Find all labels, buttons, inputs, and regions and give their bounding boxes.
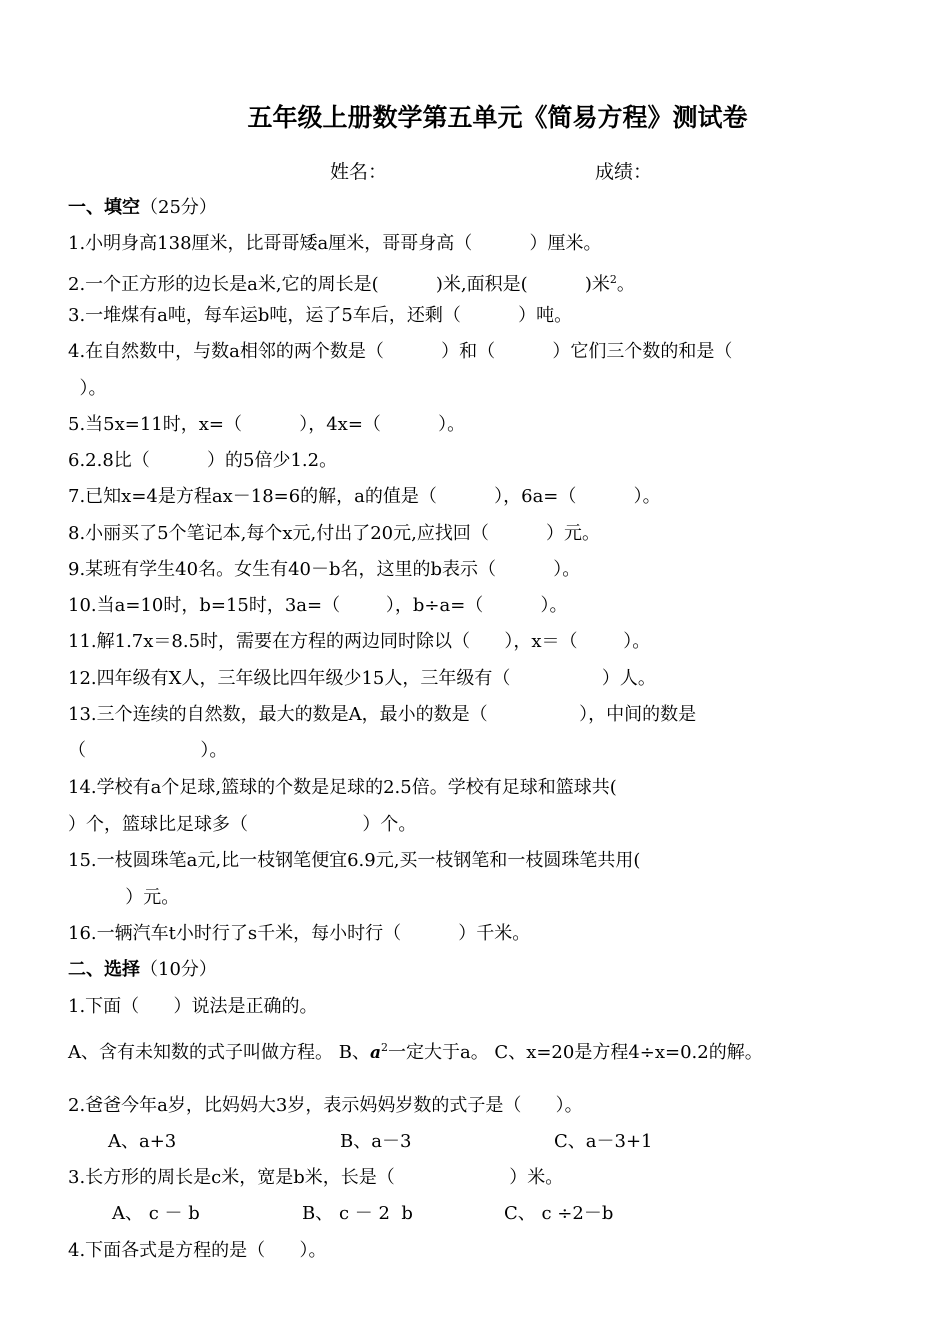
question-7: 7.已知x=4是方程ax－18=6的解，a的值是（ ），6a=（ ）。 <box>68 486 661 507</box>
option-b: B、a－3 <box>340 1131 412 1152</box>
option-c: C、 c ÷2－b <box>504 1203 614 1224</box>
section-name: 一、填空 <box>68 197 140 218</box>
option-b: B、 c － 2 b <box>302 1203 413 1224</box>
question-10: 10.当a=10时，b=15时，3a=（ ），b÷a=（ ）。 <box>68 595 568 616</box>
option-text: 一定大于a。 C、x=20是方程4÷x=0.2的解。 <box>387 1042 763 1063</box>
question-13: 13.三个连续的自然数，最大的数是A，最小的数是（ ），中间的数是 <box>68 704 697 725</box>
superscript: 2 <box>380 1041 388 1054</box>
question-8: 8.小丽买了5个笔记本,每个x元,付出了20元,应找回（ ）元。 <box>68 523 601 544</box>
a-squared: a <box>369 1043 381 1063</box>
choice-question-2: 2.爸爸今年a岁，比妈妈大3岁，表示妈妈岁数的式子是（ ）。 <box>68 1095 583 1116</box>
section-choice-heading <box>68 958 217 982</box>
section-points: （25分） <box>140 197 217 218</box>
name-label: 姓名： <box>330 161 388 183</box>
option-a: A、 c － b <box>112 1203 200 1224</box>
question-2-text: 2.一个正方形的边长是a米,它的周长是( )米,面积是( )米 <box>68 274 610 295</box>
option-c: C、a－3+1 <box>554 1131 653 1152</box>
question-9: 9.某班有学生40名。女生有40－b名，这里的b表示（ ）。 <box>68 559 581 580</box>
score-label: 成绩： <box>595 161 653 183</box>
choice-question-1-options <box>68 1036 763 1065</box>
question-12: 12.四年级有X人，三年级比四年级少15人，三年级有（ ）人。 <box>68 668 656 689</box>
question-11: 11.解1.7x＝8.5时，需要在方程的两边同时除以（ ），x＝（ ）。 <box>68 631 651 652</box>
question-1: 1.小明身高138厘米，比哥哥矮a厘米，哥哥身高（ ）厘米。 <box>68 233 602 254</box>
question-3: 3.一堆煤有a吨，每车运b吨，运了5车后，还剩（ ）吨。 <box>68 305 573 326</box>
superscript: 2 <box>609 273 617 286</box>
question-2 <box>68 268 635 297</box>
question-15: 15.一枝圆珠笔a元,比一枝钢笔便宜6.9元,买一枝钢笔和一枝圆珠笔共用( <box>68 850 641 871</box>
question-4: 4.在自然数中，与数a相邻的两个数是（ ）和（ ）它们三个数的和是（ <box>68 341 733 362</box>
question-2-end: 。 <box>616 274 635 295</box>
choice-question-1: 1.下面（ ）说法是正确的。 <box>68 996 318 1017</box>
question-6: 6.2.8比（ ）的5倍少1.2。 <box>68 450 338 471</box>
question-15-continued: ）元。 <box>68 887 180 908</box>
question-5: 5.当5x=11时，x=（ ），4x=（ ）。 <box>68 414 466 435</box>
page-title: 五年级上册数学第五单元《简易方程》测试卷 <box>247 103 748 132</box>
question-16: 16.一辆汽车t小时行了s千米，每小时行（ ）千米。 <box>68 923 531 944</box>
option-text: A、含有未知数的式子叫做方程。 B、 <box>68 1042 370 1063</box>
question-13-continued: （ ）。 <box>68 740 228 761</box>
question-4-continued: ）。 <box>68 378 107 399</box>
section-name: 二、选择 <box>68 959 140 980</box>
option-a: A、a+3 <box>108 1131 177 1152</box>
section-fill-heading <box>68 196 217 220</box>
section-points: （10分） <box>140 959 217 980</box>
choice-question-4: 4.下面各式是方程的是（ ）。 <box>68 1240 327 1261</box>
question-14: 14.学校有a个足球,篮球的个数是足球的2.5倍。学校有足球和篮球共( <box>68 777 617 798</box>
choice-question-3: 3.长方形的周长是c米，宽是b米，长是（ ）米。 <box>68 1167 564 1188</box>
question-14-continued: ）个，篮球比足球多（ ）个。 <box>68 814 417 835</box>
